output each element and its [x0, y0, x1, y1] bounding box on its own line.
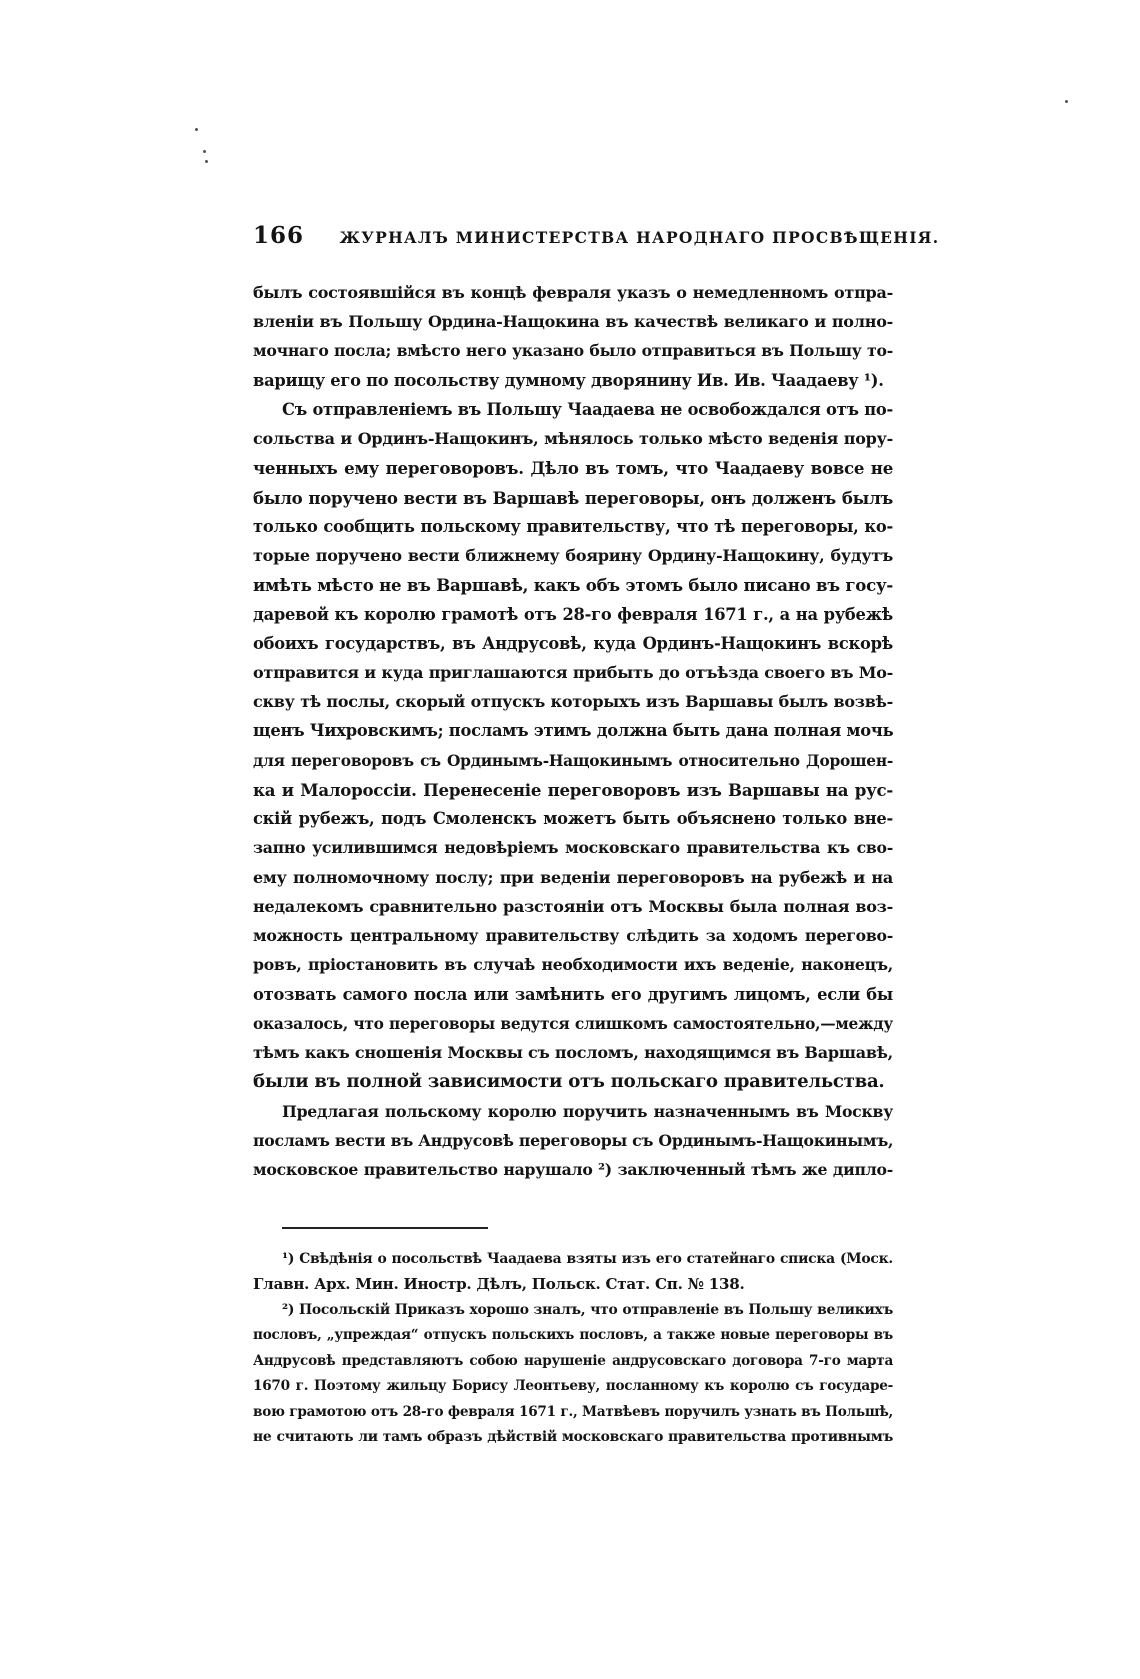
body-line: ровъ, пріостановить въ случаѣ необходимости ихъ веденіе, наконецъ,	[253, 955, 893, 974]
body-line: былъ состоявшійся въ концѣ февраля указъ о немедленномъ отпра-	[253, 283, 893, 302]
page-number: 166	[253, 222, 305, 249]
body-line: ченныхъ ему переговоровъ. Дѣло въ томъ, что Чаадаеву вовсе не	[253, 458, 893, 478]
footnote-line: не считають ли тамъ образъ дѣйствій московскаго правительства противнымъ	[253, 1429, 893, 1445]
scan-speck	[195, 128, 198, 131]
running-head: ЖУРНАЛЪ МИНИСТЕРСТВА НАРОДНАГО ПРОСВѢЩЕНІЯ.	[339, 228, 940, 247]
footnote-line: ¹) Свѣдѣнія о посольствѣ Чаадаева взяты изъ его статейнаго списка (Моск.	[282, 1251, 893, 1267]
footnote-line: ²) Посольскій Приказъ хорошо зналъ, что отправленіе въ Польшу великихъ	[282, 1302, 893, 1318]
footnote-line: 1670 г. Поэтому жильцу Борису Леонтьеву, посланному къ королю съ государе-	[253, 1378, 893, 1394]
footnote-line: Андрусовѣ представляютъ собою нарушеніе андрусовскаго договора 7-го марта	[253, 1353, 893, 1369]
body-line: ка и Малороссіи. Перенесеніе переговоровъ изъ Варшавы на рус-	[253, 780, 893, 800]
footnote-line: Главн. Арх. Мин. Иностр. Дѣлъ, Польск. Стат. Сп. № 138.	[253, 1275, 745, 1293]
page-header	[253, 222, 940, 249]
body-line: ему полномочному послу; при веденіи переговоровъ на рубежѣ и на	[253, 868, 893, 887]
body-line: московское правительство нарушало ²) заключенный тѣмъ же дипло-	[253, 1160, 893, 1179]
body-line: было поручено вести въ Варшавѣ переговоры, онъ долженъ былъ	[253, 488, 893, 508]
body-line: были въ полной зависимости отъ польскаго правительства.	[253, 1071, 885, 1092]
body-line: посламъ вести въ Андрусовѣ переговоры съ Ординымъ-Нащокинымъ,	[253, 1131, 894, 1150]
footnote-line: вою грамотою отъ 28-го февраля 1671 г., Матвѣевъ поручилъ узнать въ Польшѣ,	[253, 1404, 893, 1420]
footnote-line: пословъ, „упреждая“ отпускъ польскихъ пословъ, а также новые переговоры въ	[253, 1327, 893, 1343]
body-line: тѣмъ какъ сношенія Москвы съ посломъ, находящимся въ Варшавѣ,	[253, 1043, 893, 1062]
body-line: скій рубежъ, подъ Смоленскъ можетъ быть объяснено только вне-	[253, 809, 893, 828]
body-line: недалекомъ сравнительно разстояніи отъ Москвы была полная воз-	[253, 897, 893, 916]
body-line: отозвать самого посла или замѣнить его другимъ лицомъ, если бы	[253, 985, 893, 1004]
body-line: только сообщить польскому правительству, что тѣ переговоры, ко-	[253, 517, 893, 536]
body-line: запно усилившимся недовѣріемъ московскаго правительства къ сво-	[253, 838, 893, 857]
body-line: Съ отправленіемъ въ Польшу Чаадаева не освобождался отъ по-	[282, 400, 893, 419]
scan-speck	[205, 160, 208, 163]
body-line: обоихъ государствъ, въ Андрусовѣ, куда Ординъ-Нащокинъ вскорѣ	[253, 634, 893, 653]
body-line: вленіи въ Польшу Ордина-Нащокина въ качествѣ великаго и полно-	[253, 312, 893, 331]
body-line: варищу его по посольству думному дворянину Ив. Ив. Чаадаеву ¹).	[253, 371, 884, 390]
body-line: Предлагая польскому королю поручить назначеннымъ въ Москву	[282, 1102, 893, 1121]
body-line: сольства и Ординъ-Нащокинъ, мѣнялось только мѣсто веденія пору-	[253, 429, 893, 448]
scan-speck	[203, 150, 206, 153]
body-line: торые поручено вести ближнему боярину Ордину-Нащокину, будутъ	[253, 546, 893, 565]
body-line: для переговоровъ съ Ординымъ-Нащокинымъ относительно Дорошен-	[253, 752, 893, 770]
body-line: можность центральному правительству слѣдить за ходомъ перегово-	[253, 926, 893, 945]
body-line: оказалось, что переговоры ведутся слишкомъ самостоятельно,—между	[253, 1015, 893, 1033]
body-line: отправится и куда приглашаются прибыть до отъѣзда своего въ Мо-	[253, 663, 893, 682]
body-line: мочнаго посла; вмѣсто него указано было отправиться въ Польшу то-	[253, 341, 893, 360]
body-line: даревой къ королю грамотѣ отъ 28-го февраля 1671 г., а на рубежѣ	[253, 605, 893, 624]
footnote-divider	[282, 1227, 488, 1229]
body-line: скву тѣ послы, скорый отпускъ которыхъ изъ Варшавы былъ возвѣ-	[253, 692, 893, 711]
scan-speck	[1065, 100, 1068, 103]
body-line: щенъ Чихровскимъ; посламъ этимъ должна быть дана полная мочь	[253, 721, 894, 740]
body-line: имѣть мѣсто не въ Варшавѣ, какъ объ этомъ было писано въ госу-	[253, 575, 893, 595]
